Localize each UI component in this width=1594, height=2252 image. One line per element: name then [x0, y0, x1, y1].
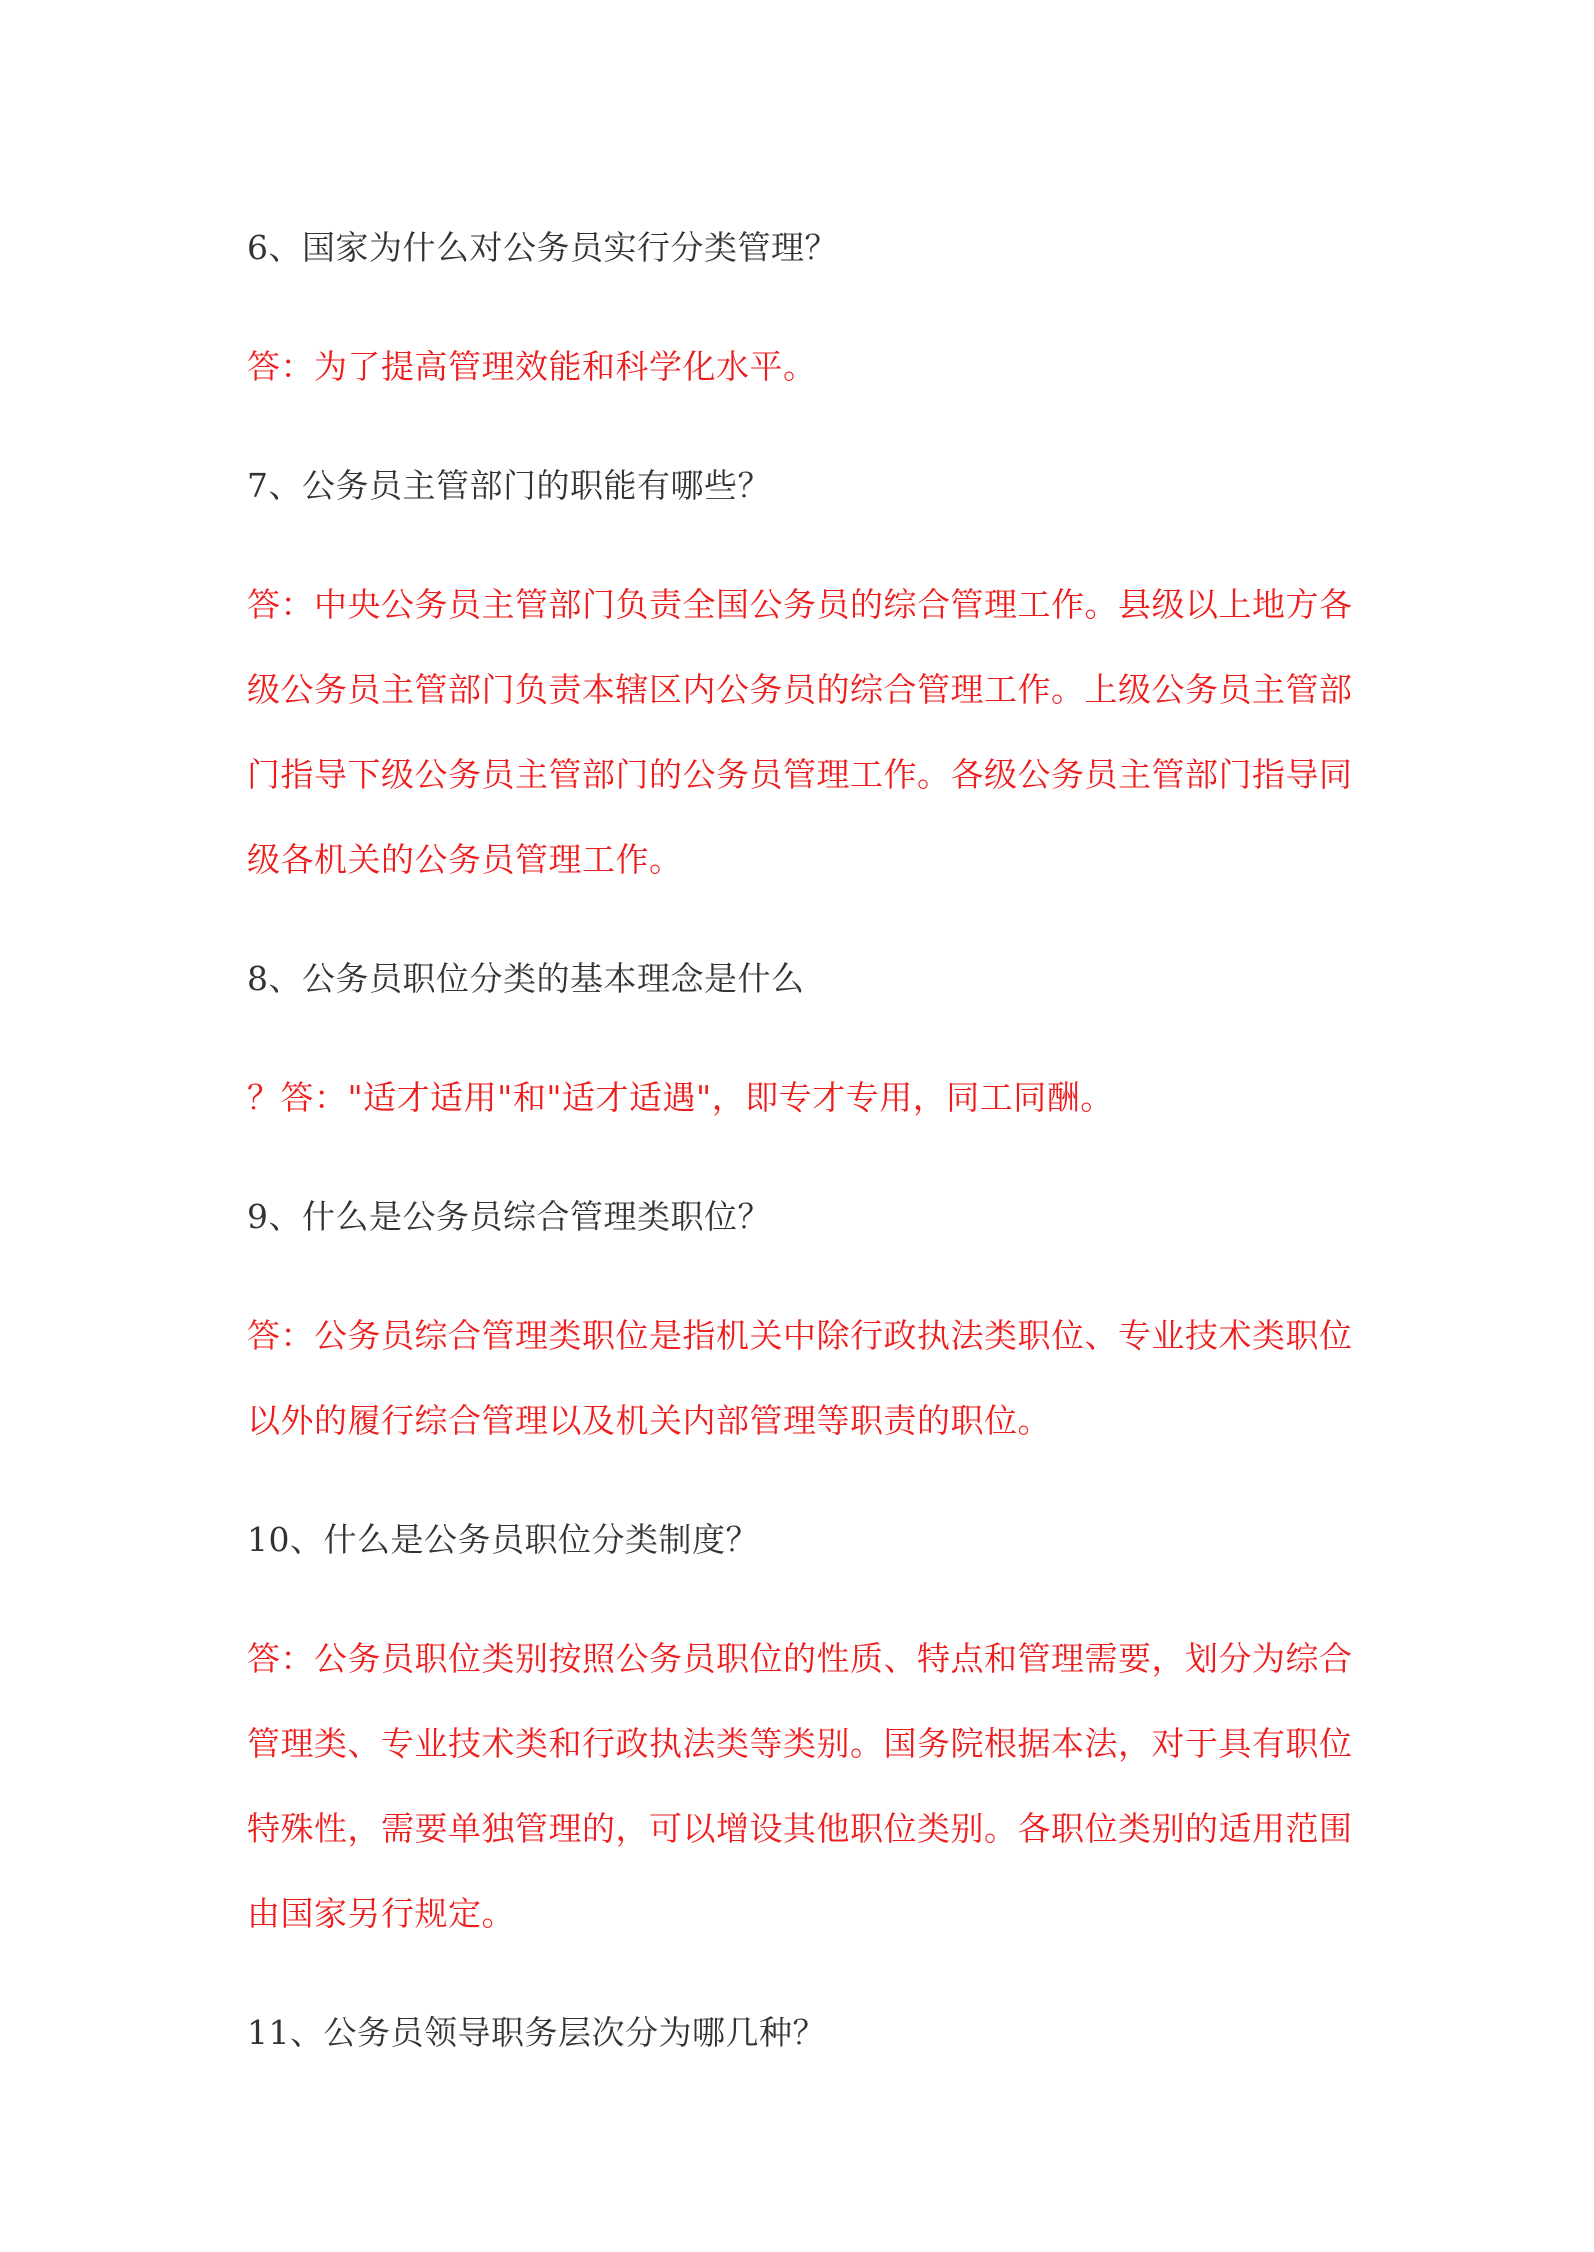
question-7: 7、公务员主管部门的职能有哪些？ [247, 466, 771, 505]
answer-7: 答：中央公务员主管部门负责全国公务员的综合管理工作。县级以上地方各级公务员主管部门负责本辖区内公务员的综合管理工作。上级公务员主管部门指导下级公务员主管部门的公务员管理工作。各级公务员主管部门指导同级各机关的公务员管理工作。 [247, 585, 1353, 879]
question-10: 10、什么是公务员职位分类制度？ [247, 1520, 759, 1559]
question-11: 11、公务员领导职务层次分为哪几种？ [247, 2013, 826, 2052]
qa-item-9 [247, 1174, 1367, 1463]
question-6: 6、国家为什么对公务员实行分类管理？ [247, 228, 838, 267]
answer-6: 答：为了提高管理效能和科学化水平。 [247, 347, 817, 386]
qa-content [247, 205, 1367, 2109]
qa-item-10 [247, 1497, 1367, 1956]
qa-item-8 [247, 936, 1367, 1140]
qa-item-7 [247, 443, 1367, 902]
qa-item-11 [247, 1990, 1367, 2075]
question-8: 8、公务员职位分类的基本理念是什么 [247, 959, 805, 998]
answer-9: 答：公务员综合管理类职位是指机关中除行政执法类职位、专业技术类职位以外的履行综合管理以及机关内部管理等职责的职位。 [247, 1316, 1353, 1440]
question-9: 9、什么是公务员综合管理类职位？ [247, 1197, 771, 1236]
qa-item-6 [247, 205, 1367, 409]
answer-10: 答：公务员职位类别按照公务员职位的性质、特点和管理需要，划分为综合管理类、专业技术类和行政执法类等类别。国务院根据本法，对于具有职位特殊性，需要单独管理的，可以增设其他职位类别。各职位类别的适用范围由国家另行规定。 [247, 1639, 1353, 1933]
answer-8: ？答："适才适用"和"适才适遇"，即专才专用，同工同酬。 [247, 1078, 1114, 1117]
